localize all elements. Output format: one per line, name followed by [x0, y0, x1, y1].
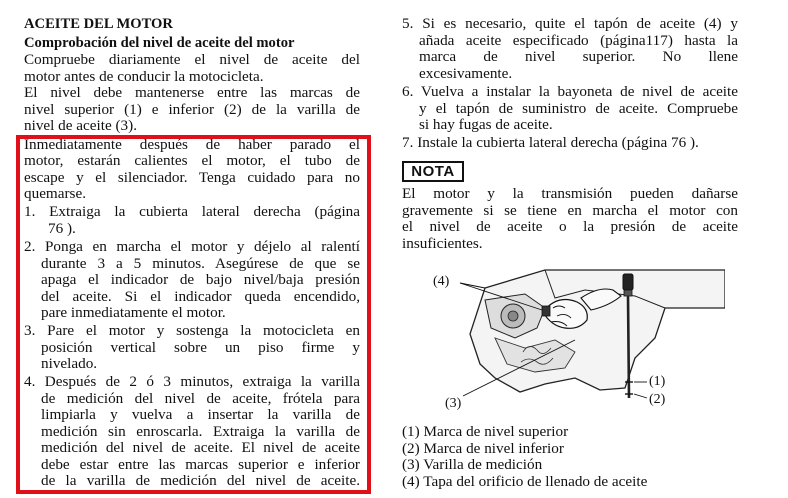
step-line: posición vertical sobre un piso firme y [41, 338, 360, 356]
step-line: 5. Si es necesario, quite el tapón de aceite (4) y [402, 15, 738, 32]
filler-cap [542, 306, 550, 316]
intro-line: El nivel debe mantenerse entre las marcas de [24, 84, 360, 101]
step-line: 76 ). [48, 219, 76, 237]
step-line: apaga el indicador de bajo nivel/baja presión [41, 271, 360, 288]
section-subheading: Comprobación del nivel de aceite del motor [24, 35, 295, 51]
dipstick-rod [628, 296, 629, 398]
step-line: de la varilla de medición del nivel de aceite. [41, 472, 360, 489]
step-line: 6. Vuelva a instalar la bayoneta de nivel de aceite [402, 83, 738, 100]
intro-line: Compruebe diariamente el nivel de aceite del [24, 51, 360, 68]
nota-line: insuficientes. [402, 234, 483, 252]
dipstick-handle [623, 274, 633, 290]
step-line: excesivamente. [419, 64, 513, 82]
step-line: si hay fugas de aceite. [419, 116, 553, 133]
figure-label-3: (3) [445, 396, 462, 411]
figure-label-4: (4) [433, 274, 450, 289]
warning-line: escape y el silenciador. Tenga cuidado para no [24, 168, 360, 186]
warning-line: quemarse. [24, 185, 86, 202]
engine-illustration [425, 268, 725, 418]
nota-label: NOTA [402, 161, 464, 182]
legend-item: (1) Marca de nivel superior [402, 423, 569, 440]
step-line: medición sin enroscarla. Extraiga la varilla de [41, 422, 360, 440]
figure-label-2: (2) [649, 392, 666, 407]
nota-line: gravemente si se tiene en marcha el motor con [402, 201, 738, 219]
engine-figure [425, 268, 725, 418]
step-line: y el tapón de suministro de aceite. Compruebe [419, 99, 738, 117]
step-line: añada aceite especificado (página117) hasta la [419, 31, 738, 49]
figure-label-1: (1) [649, 374, 666, 389]
step-line: de medición del nivel de aceite, frótela para [41, 389, 360, 407]
step-line: limpiarla y vuelva a insertar la varilla de [41, 406, 360, 423]
step-line: 2. Ponga en marcha el motor y déjelo al ralentí [24, 238, 360, 255]
step-line: debe estar entre las marcas superior e inferior [41, 455, 360, 473]
step-line: 7. Instale la cubierta lateral derecha (página 76 ). [402, 134, 699, 151]
step-line: del aceite. Si el indicador queda encendido, [41, 287, 360, 305]
step-line: 4. Después de 2 ó 3 minutos, extraiga la varilla [24, 373, 360, 390]
intro-line: nivel superior (1) e inferior (2) de la varilla de [24, 100, 360, 118]
step-line: durante 3 a 5 minutos. Asegúrese de que se [41, 254, 360, 272]
leader-line [634, 394, 647, 398]
legend-item: (4) Tapa del orificio de llenado de aceite [402, 472, 648, 490]
intro-line: motor antes de conducir la motocicleta. [24, 67, 264, 85]
step-line: nivelado. [41, 355, 98, 372]
step-line: 3. Pare el motor y sostenga la motocicleta en [24, 322, 360, 339]
warning-line: motor, estarán calientes el motor, el tubo de [24, 152, 360, 169]
warning-line: Inmediatamente después de haber parado el [24, 135, 360, 153]
step-line: pare inmediatamente el motor. [41, 304, 226, 321]
warning-highlight-box [16, 135, 371, 494]
legend-item: (2) Marca de nivel inferior [402, 439, 564, 457]
dipstick-collar [624, 290, 632, 296]
engine-hub-center [508, 311, 518, 321]
legend-item: (3) Varilla de medición [402, 456, 543, 473]
intro-line: nivel de aceite (3). [24, 117, 138, 134]
section-heading: ACEITE DEL MOTOR [24, 16, 173, 32]
nota-line: el nivel de aceite o la presión de aceite [402, 218, 738, 235]
step-line: medición del nivel de aceite. El nivel de aceite [41, 439, 360, 456]
step-line: marca de nivel superior. No llene [419, 48, 738, 65]
nota-line: El motor y la transmisión pueden dañarse [402, 185, 738, 202]
step-line: 1. Extraiga la cubierta lateral derecha (página [24, 203, 360, 220]
